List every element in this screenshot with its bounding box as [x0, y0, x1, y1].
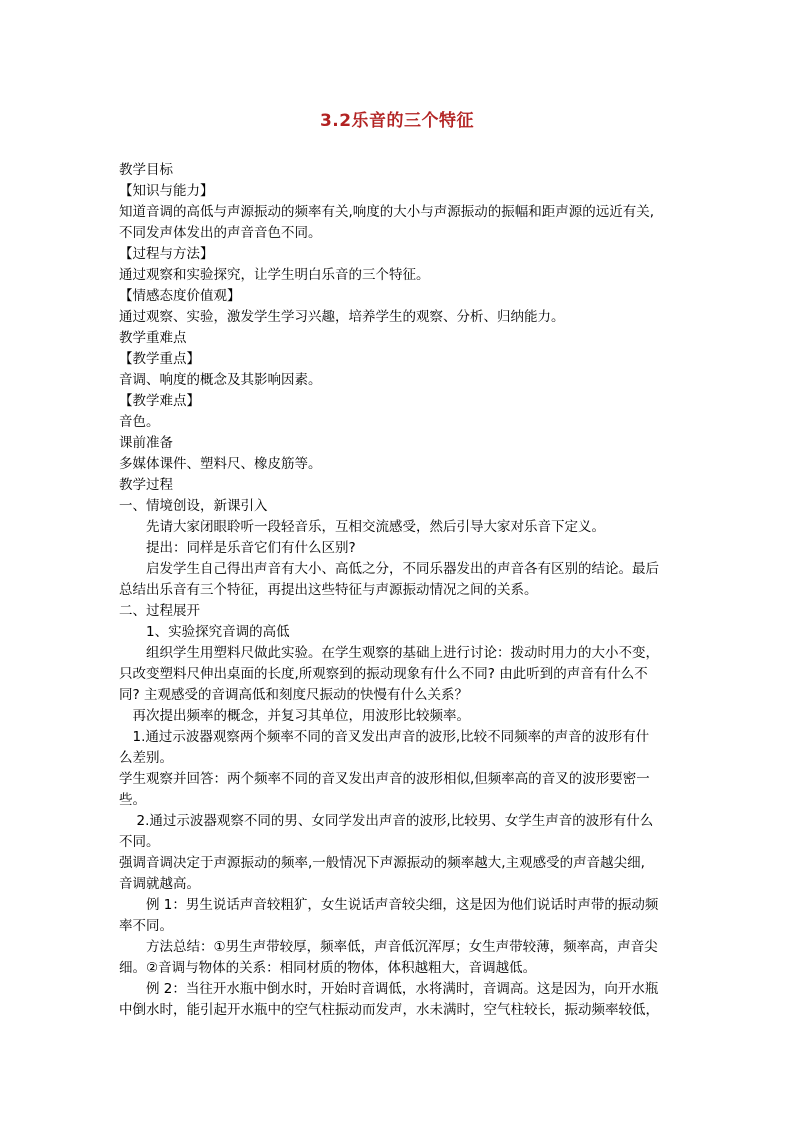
text-line: 总结出乐音有三个特征，再提出这些特征与声源振动情况之间的关系。: [119, 582, 538, 598]
text-line: 课前准备: [119, 435, 173, 451]
text-line: 【过程与方法】: [119, 246, 214, 262]
text-line: 1.通过示波器观察两个频率不同的音叉发出声音的波形,比较不同频率的声音的波形有什: [132, 729, 650, 745]
text-line: 通过观察、实验，激发学生学习兴趣，培养学生的观察、分析、归纳能力。: [119, 309, 565, 325]
text-line: 2.通过示波器观察不同的男、女同学发出声音的波形,比较男、女学生声音的波形有什么: [136, 813, 654, 829]
text-line: 1、实验探究音调的高低: [146, 624, 290, 640]
text-line: 学生观察并回答：两个频率不同的音叉发出声音的波形相似,但频率高的音叉的波形要密一: [119, 771, 650, 787]
text-line: 先请大家闭眼聆听一段轻音乐，互相交流感受，然后引导大家对乐音下定义。: [146, 519, 605, 535]
text-line: 同? 主观感受的音调高低和刻度尺振动的快慢有什么关系？: [119, 687, 468, 703]
text-line: 例 1：男生说话声音较粗犷，女生说话声音较尖细，这是因为他们说话时声带的振动频: [146, 897, 659, 913]
text-line: 么差别。: [119, 750, 173, 766]
text-line: 多媒体课件、塑料尺、橡皮筋等。: [119, 456, 322, 472]
text-line: 教学目标: [119, 162, 173, 178]
text-line: 例 2：当往开水瓶中倒水时，开始时音调低，水将满时，音调高。这是因为，向开水瓶: [146, 981, 659, 997]
text-line: 通过观察和实验探究，让学生明白乐音的三个特征。: [119, 267, 430, 283]
text-line: 提出：同样是乐音它们有什么区别?: [146, 540, 356, 556]
text-line: 不同。: [119, 834, 160, 850]
text-line: 组织学生用塑料尺做此实验。在学生观察的基础上进行讨论：拨动时用力的大小不变，: [146, 645, 659, 661]
text-line: 【教学重点】: [119, 351, 200, 367]
text-line: 细。②音调与物体的关系：相同材质的物体，体积越粗大，音调越低。: [119, 960, 537, 976]
page-title: 3.2乐音的三个特征: [319, 111, 475, 131]
text-line: 音调、响度的概念及其影响因素。: [119, 372, 322, 388]
text-line: 【情感态度价值观】: [119, 288, 241, 304]
text-line: 启发学生自己得出声音有大小、高低之分，不同乐器发出的声音各有区别的结论。最后: [146, 561, 659, 577]
text-line: 教学过程: [119, 477, 173, 493]
document-body: [119, 160, 679, 1021]
text-line: 音色。: [119, 414, 160, 430]
text-line: 教学重难点: [119, 330, 187, 346]
text-line: 不同发声体发出的声音音色不同。: [119, 225, 322, 241]
text-line: 再次提出频率的概念，并复习其单位，用波形比较频率。: [132, 708, 470, 724]
text-line: 中倒水时，能引起开水瓶中的空气柱振动而发声，水未满时，空气柱较长，振动频率较低，: [119, 1002, 659, 1018]
text-line: 率不同。: [119, 918, 173, 934]
text-line: 方法总结：①男生声带较厚，频率低，声音低沉浑厚；女生声带较薄，频率高，声音尖: [146, 939, 658, 955]
text-line: 音调就越高。: [119, 876, 200, 892]
text-line: 只改变塑料尺伸出桌面的长度,所观察到的振动现象有什么不同? 由此听到的声音有什么不: [119, 666, 648, 682]
text-line: 知道音调的高低与声源振动的频率有关,响度的大小与声源振动的振幅和距声源的远近有关,: [119, 204, 655, 220]
text-line: 【知识与能力】: [119, 183, 214, 199]
text-line: 强调音调决定于声源振动的频率,一般情况下声源振动的频率越大,主观感受的声音越尖细,: [119, 855, 645, 871]
text-line: 些。: [119, 792, 146, 808]
text-line: 一、情境创设，新课引入: [119, 498, 268, 514]
text-line: 二、过程展开: [119, 603, 200, 619]
text-line: 【教学难点】: [119, 393, 200, 409]
